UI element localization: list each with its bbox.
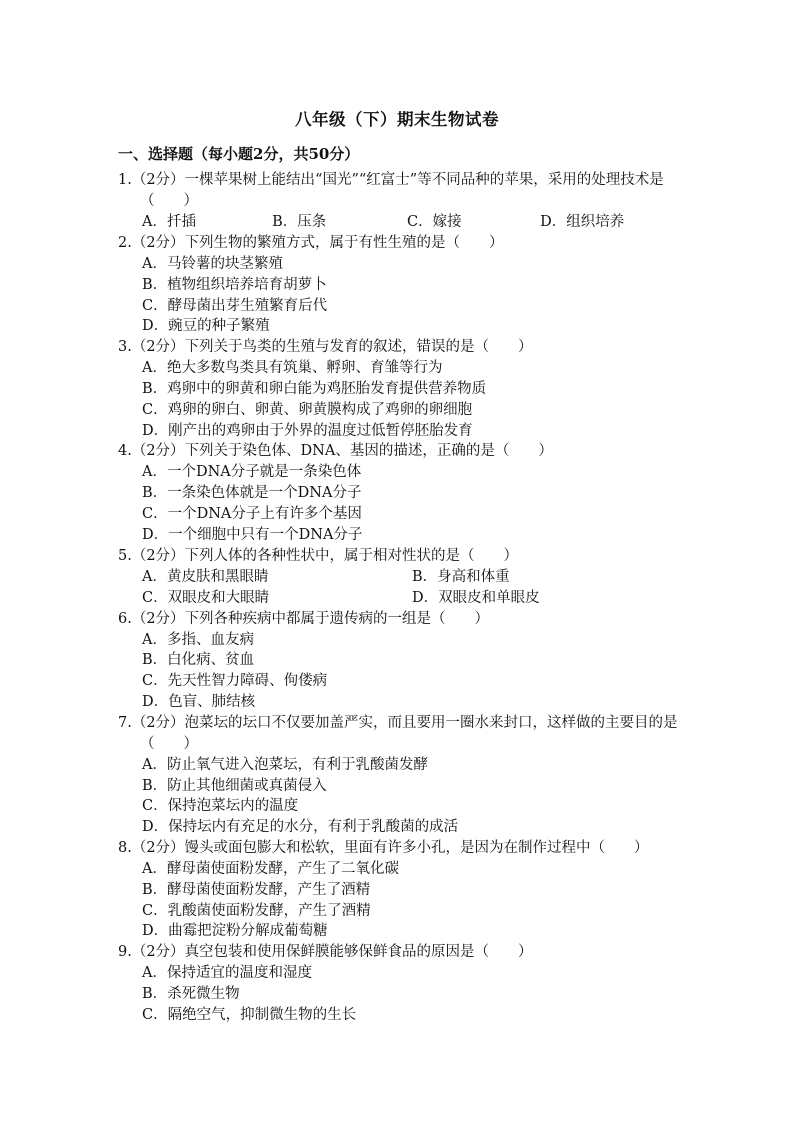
answer-option: D．保持坛内有充足的水分，有利于乳酸菌的成活 [142,819,459,836]
answer-option: B．白化病、贫血 [142,652,255,669]
answer-option: B．酵母菌使面粉发酵，产生了酒精 [142,881,371,898]
answer-option: D．豌豆的种子繁殖 [142,318,270,335]
answer-option: D．色盲、肺结核 [142,693,256,710]
answer-option: A．扦插 [142,214,196,230]
answer-option: B．压条 [272,214,327,230]
question-item [118,546,678,609]
answer-option: A．马铃薯的块茎繁殖 [142,256,283,272]
question-stem: 1.（2分）一棵苹果树上能结出“国光”“红富士”等不同品种的苹果，采用的处理技术是（ ） [118,172,664,209]
answer-option: C．双眼皮和大眼睛 [142,589,270,606]
question-item [118,838,678,942]
question-stem: 5.（2分）下列人体的各种性状中，属于相对性状的是（ ） [118,547,519,564]
answer-option: A．黄皮肤和黑眼睛 [142,568,269,585]
question-stem: 3.（2分）下列关于鸟类的生殖与发育的叙述，错误的是（ ） [118,339,533,356]
answer-option: B．鸡卵中的卵黄和卵白能为鸡胚胎发育提供营养物质 [142,380,487,397]
answer-option: A．绝大多数鸟类具有筑巢、孵卵、育雏等行为 [142,360,443,377]
answer-option: A．一个DNA分子就是一条染色体 [142,464,362,481]
question-stem: 4.（2分）下列关于染色体、DNA、基因的描述，正确的是（ ） [118,443,553,460]
question-item [118,713,678,838]
question-stem: 8.（2分）馒头或面包膨大和松软，里面有许多小孔，是因为在制作过程中（ ） [118,839,649,856]
answer-option: A．酵母菌使面粉发酵，产生了二氧化碳 [142,860,399,877]
question-list [118,170,678,1026]
question-item [118,609,678,713]
question-item [118,441,678,545]
answer-option: C．酵母菌出芽生殖繁育后代 [142,297,328,314]
answer-option: B．杀死微生物 [142,985,240,1002]
answer-option: C．乳酸菌使面粉发酵，产生了酒精 [142,902,371,919]
answer-option: A．保持适宜的温度和湿度 [142,965,312,982]
question-stem: 7.（2分）泡菜坛的坛口不仅要加盖严实，而且要用一圈水来封口，这样做的主要目的是（ ） [118,714,678,752]
answer-option: D．组织培养 [540,214,625,230]
answer-option: B．身高和体重 [412,568,510,585]
answer-option: B．植物组织培养培育胡萝卜 [142,276,327,293]
answer-option: D．双眼皮和单眼皮 [412,589,540,606]
answer-option: C．保持泡菜坛内的温度 [142,798,299,815]
answer-option: A．防止氧气进入泡菜坛，有利于乳酸菌发酵 [142,756,428,773]
question-item [118,233,678,337]
answer-option: B．一条染色体就是一个DNA分子 [142,485,362,502]
question-item [118,337,678,441]
exam-title: 八年级（下）期末生物试卷 [295,110,499,129]
section-heading: 一、选择题（每小题2分，共50分） [118,145,360,163]
question-item [118,170,678,233]
answer-option: C．隔绝空气，抑制微生物的生长 [142,1006,357,1023]
answer-option: D．一个细胞中只有一个DNA分子 [142,526,363,543]
answer-option: D．曲霉把淀粉分解成葡萄糖 [142,923,328,940]
answer-option: A．多指、血友病 [142,631,254,648]
answer-option: C．一个DNA分子上有许多个基因 [142,505,362,522]
question-stem: 6.（2分）下列各种疾病中都属于遗传病的一组是（ ） [118,610,490,627]
answer-option: D．刚产出的鸡卵由于外界的温度过低暂停胚胎发育 [142,422,473,439]
answer-option: C．鸡卵的卵白、卵黄、卵黄膜构成了鸡卵的卵细胞 [142,401,473,418]
question-stem: 9.（2分）真空包装和使用保鲜膜能够保鲜食品的原因是（ ） [118,944,533,961]
question-item [118,942,678,1025]
question-stem: 2.（2分）下列生物的繁殖方式，属于有性生殖的是（ ） [118,235,504,251]
answer-option: B．防止其他细菌或真菌侵入 [142,777,327,794]
answer-option: C．嫁接 [407,214,462,230]
answer-option: C．先天性智力障碍、佝偻病 [142,673,328,690]
